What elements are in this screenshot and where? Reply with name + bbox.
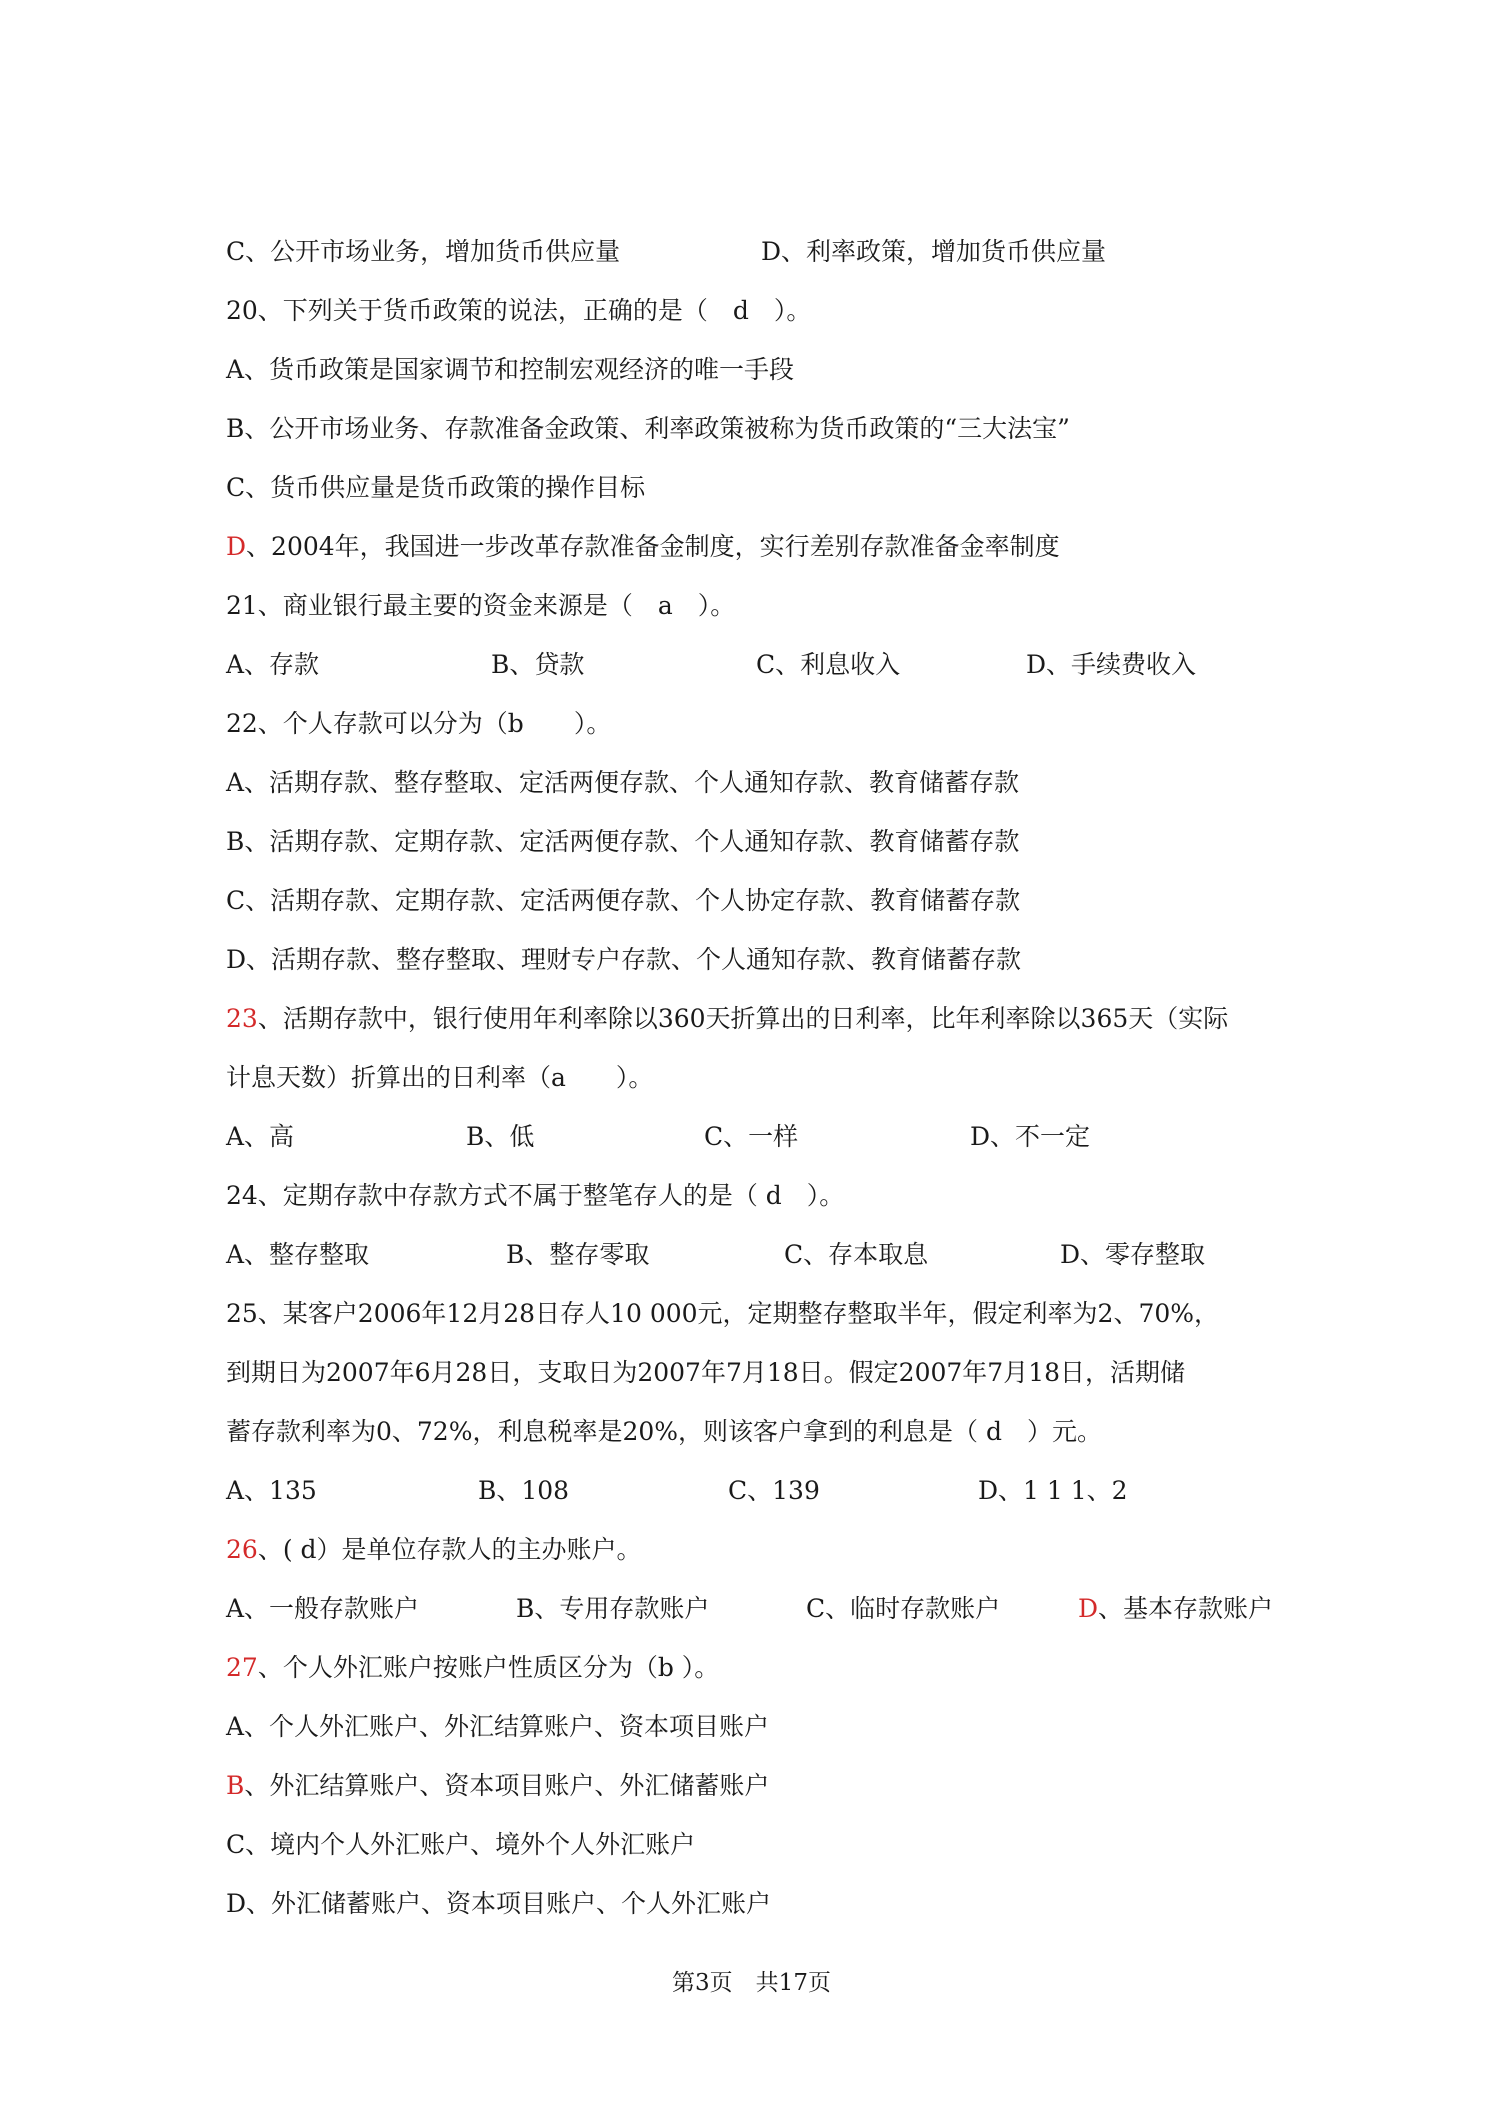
- option-c-25: C、139: [728, 1476, 820, 1505]
- question-23: [226, 999, 1286, 1058]
- option-d-25: D、1 1 1、2: [978, 1476, 1128, 1505]
- option-row-21: [226, 645, 1286, 704]
- question-23-text: 、活期存款中，银行使用年利率除以360天折算出的日利率，比年利率除以365天（实际: [257, 1004, 1229, 1033]
- option-a-27: A、个人外汇账户、外汇结算账户、资本项目账户: [226, 1712, 770, 1741]
- question-26-text: 、( d）是单位存款人的主办账户。: [257, 1535, 642, 1564]
- option-d-23: D、不一定: [970, 1122, 1091, 1151]
- option-d-19: D、利率政策，增加货币供应量: [761, 237, 1107, 266]
- option-c-21: C、利息收入: [756, 650, 901, 679]
- option-a-26: A、一般存款账户: [226, 1594, 420, 1623]
- option-d-27: D、外汇储蓄账户、资本项目账户、个人外汇账户: [226, 1889, 772, 1918]
- question-23-cont: 计息天数）折算出的日利率（a ）。: [226, 1063, 654, 1092]
- question-number-27: 27: [226, 1653, 258, 1682]
- question-27-text: 、个人外汇账户按账户性质区分为（b ）。: [257, 1653, 720, 1682]
- option-a-25: A、135: [226, 1476, 317, 1505]
- option-a-22: A、活期存款、整存整取、定活两便存款、个人通知存款、教育储蓄存款: [226, 768, 1020, 797]
- option-c-27: C、境内个人外汇账户、境外个人外汇账户: [226, 1830, 696, 1859]
- option-c-23: C、一样: [704, 1122, 799, 1151]
- option-b-21: B、贷款: [491, 650, 585, 679]
- option-d-26-text: 、基本存款账户: [1098, 1594, 1274, 1623]
- question-27: [226, 1648, 1286, 1707]
- option-b-26: B、专用存款账户: [516, 1594, 710, 1623]
- option-b-27: [226, 1766, 1286, 1825]
- question-25-cont-2: 蓄存款利率为0、72%，利息税率是20%，则该客户拿到的利息是（ d ）元。: [226, 1417, 1102, 1446]
- option-b-23: B、低: [466, 1122, 535, 1151]
- option-d-26: [1078, 1589, 1273, 1629]
- option-c-20: C、货币供应量是货币政策的操作目标: [226, 473, 646, 502]
- option-c-24: C、存本取息: [784, 1240, 929, 1269]
- option-d-20-text: 、2004年，我国进一步改革存款准备金制度，实行差别存款准备金率制度: [246, 532, 1060, 561]
- option-c-19: C、公开市场业务，增加货币供应量: [226, 237, 621, 266]
- question-number-26: 26: [226, 1535, 258, 1564]
- question-22: 22、个人存款可以分为（b ）。: [226, 709, 612, 738]
- option-d-21: D、手续费收入: [1026, 650, 1197, 679]
- option-d-20: [226, 527, 1286, 586]
- question-26: [226, 1530, 1286, 1589]
- answer-mark-20: D: [226, 532, 247, 561]
- question-25-cont-1: 到期日为2007年6月28日，支取日为2007年7月18日。假定2007年7月18日，活期储: [226, 1358, 1186, 1387]
- option-b-22: B、活期存款、定期存款、定活两便存款、个人通知存款、教育储蓄存款: [226, 827, 1020, 856]
- option-row-23: [226, 1117, 1286, 1176]
- option-a-23: A、高: [226, 1122, 295, 1151]
- option-row-24: [226, 1235, 1286, 1294]
- option-a-20: A、货币政策是国家调节和控制宏观经济的唯一手段: [226, 355, 795, 384]
- answer-mark-27: B: [226, 1771, 245, 1800]
- option-row-19: [226, 232, 1286, 291]
- question-24: 24、定期存款中存款方式不属于整笔存人的是（ d ）。: [226, 1181, 845, 1210]
- answer-mark-26: D: [1078, 1594, 1099, 1623]
- option-c-22: C、活期存款、定期存款、定活两便存款、个人协定存款、教育储蓄存款: [226, 886, 1021, 915]
- option-a-24: A、整存整取: [226, 1240, 370, 1269]
- option-row-26: [226, 1589, 1286, 1648]
- page-footer: 第3页 共17页: [672, 1970, 831, 1996]
- option-row-25: [226, 1471, 1286, 1530]
- option-b-20: B、公开市场业务、存款准备金政策、利率政策被称为货币政策的“三大法宝”: [226, 414, 1070, 443]
- option-d-22: D、活期存款、整存整取、理财专户存款、个人通知存款、教育储蓄存款: [226, 945, 1022, 974]
- option-c-26: C、临时存款账户: [806, 1594, 1001, 1623]
- option-a-21: A、存款: [226, 650, 320, 679]
- question-25: 25、某客户2006年12月28日存人10 000元，定期整存整取半年，假定利率为2、70%，: [226, 1299, 1220, 1328]
- question-number-23: 23: [226, 1004, 258, 1033]
- option-b-24: B、整存零取: [506, 1240, 650, 1269]
- question-21: 21、商业银行最主要的资金来源是（ a ）。: [226, 591, 736, 620]
- question-20: 20、下列关于货币政策的说法，正确的是（ d ）。: [226, 296, 812, 325]
- document-body: [226, 232, 1286, 1943]
- option-b-25: B、108: [478, 1476, 570, 1505]
- option-d-24: D、零存整取: [1060, 1240, 1206, 1269]
- option-b-27-text: 、外汇结算账户、资本项目账户、外汇储蓄账户: [244, 1771, 770, 1800]
